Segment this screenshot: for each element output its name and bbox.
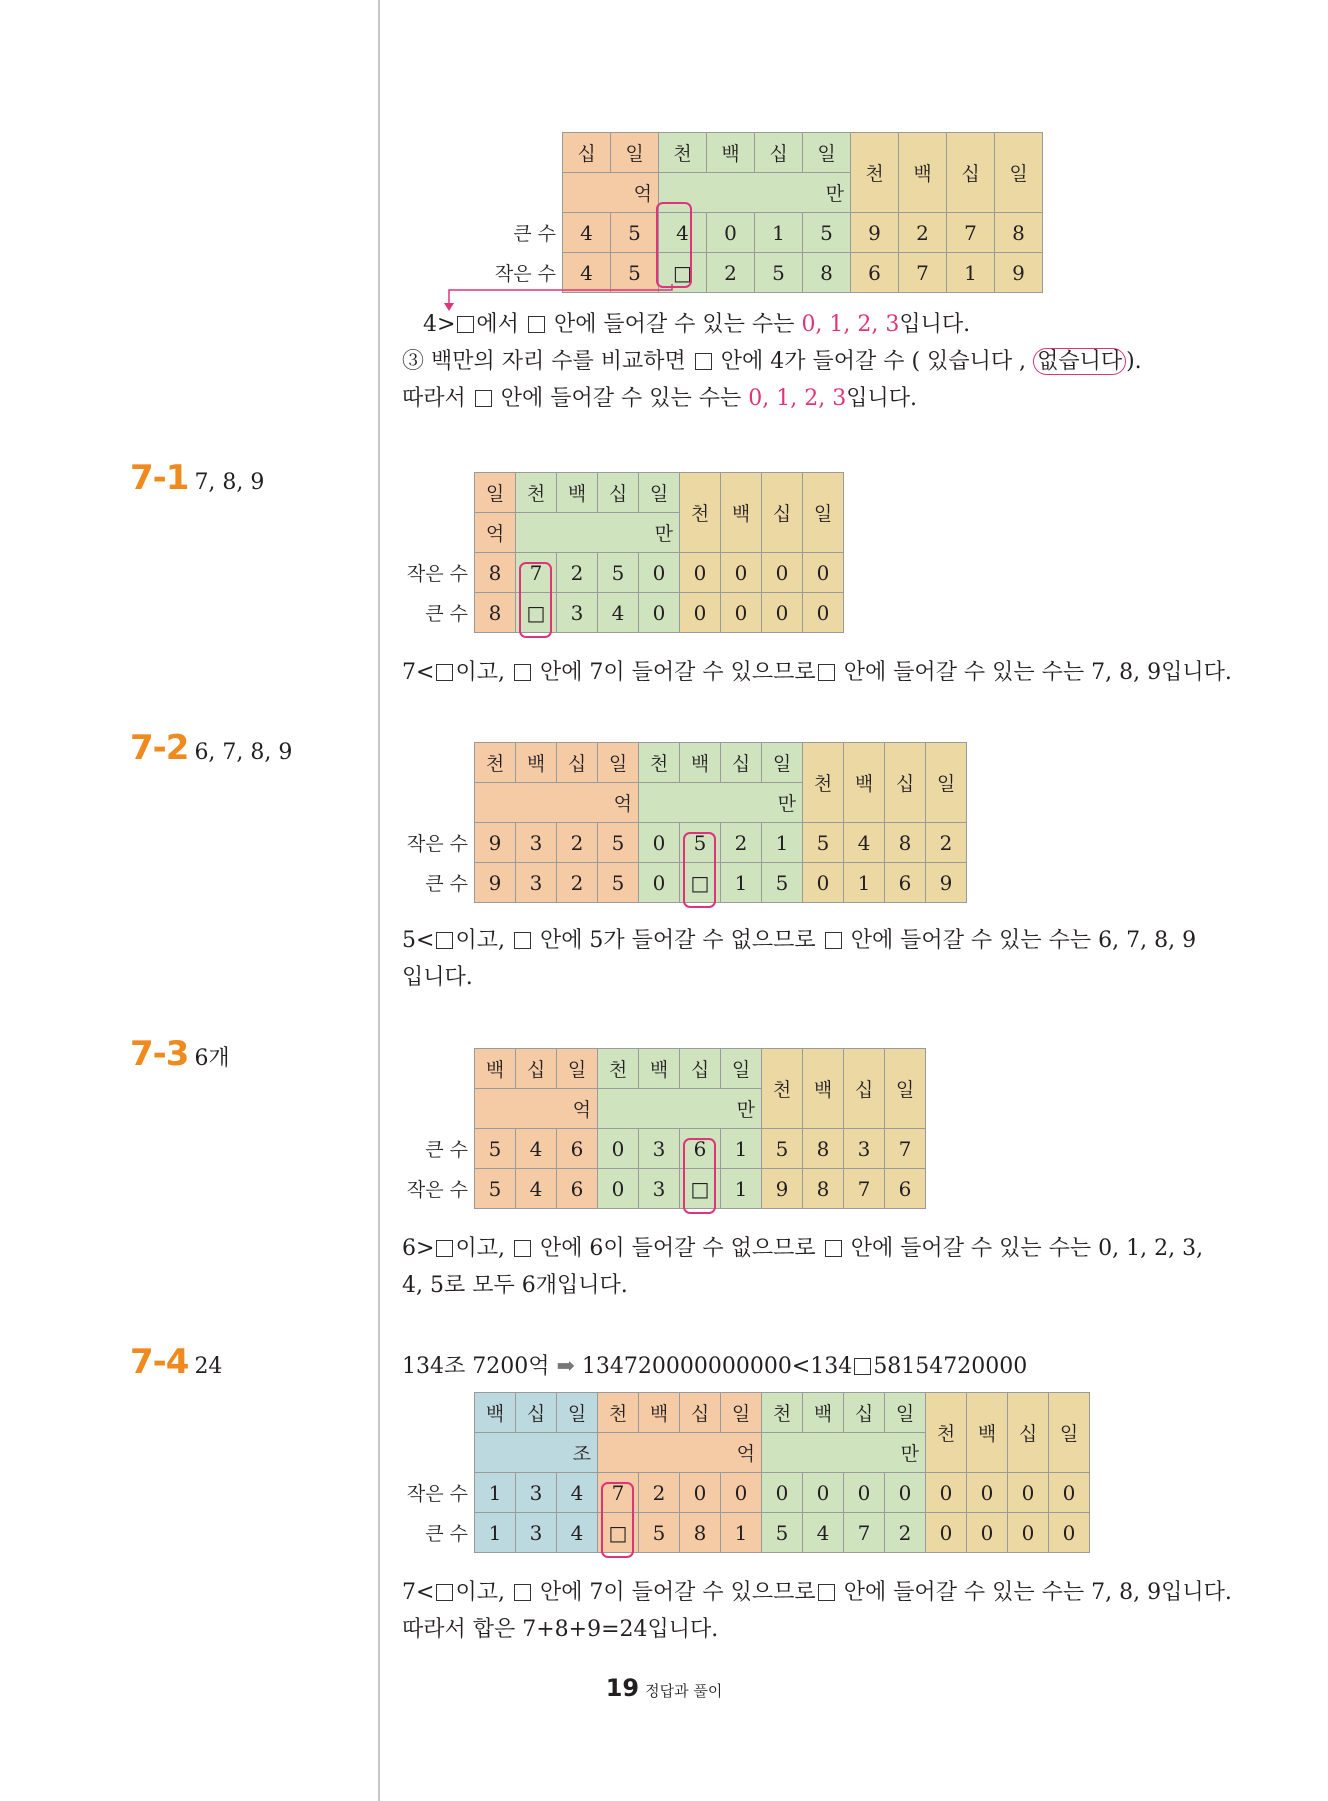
digit-highlight (656, 202, 692, 288)
table-row: 작은 수 8 7 2 5 0 0 0 0 0 (384, 553, 844, 593)
blank-box-icon (436, 664, 453, 681)
blank-box-icon (528, 316, 545, 333)
table-row: 큰 수 1 3 4 □ 5 8 1 5 4 7 2 0 0 0 0 (384, 1513, 1090, 1553)
blank-box-icon (514, 664, 531, 681)
blank-box-icon (514, 1240, 531, 1257)
blank-box-icon (818, 664, 835, 681)
problem-7-4-label: 7-4 24 (130, 1342, 223, 1382)
right-arrow-icon: ➡ (556, 1354, 575, 1379)
blank-box-icon (695, 353, 712, 370)
table-row: 작은 수 1 3 4 7 2 0 0 0 0 0 0 0 0 0 0 (384, 1473, 1090, 1513)
problem-7-4-equation: 134조 7200억 ➡ 134720000000000<134 58154720000 (402, 1354, 1028, 1379)
table-row: 작은 수 4 5 □ 2 5 8 6 7 1 9 (472, 253, 1043, 293)
blank-box-icon (436, 932, 453, 949)
problem-7-3-label: 7-3 6개 (130, 1034, 230, 1074)
table-row: 작은 수 5 4 6 0 3 □ 1 9 8 7 6 (384, 1169, 926, 1209)
intro-line-2: ③ 백만의 자리 수를 비교하면 안에 4가 들어갈 수 ( 있습니다 , 없습니다 ). (402, 349, 1142, 374)
problem-7-4-table: 백 십 일 천 백 십 일 천 백 십 일 천 백 십 일 조 억 만 작은 수 1 3 4 7 2 0 0 0 0 0 0 0 0 0 0 큰 수 1 3 4 □ 5 8 1 5 4 7 2 0 0 0 0 (384, 1392, 1090, 1553)
intro-line-1: 4> 에서 안에 들어갈 수 있는 수는 0, 1, 2, 3입니다. (422, 312, 971, 337)
problem-7-1-label: 7-1 7, 8, 9 (130, 458, 265, 498)
problem-7-2-text: 5< 이고, 안에 5가 들어갈 수 없으므로 안에 들어갈 수 있는 수는 6, 7, 8, 9 입니다. (402, 928, 1197, 990)
circled-answer: 없습니다 (1033, 348, 1126, 375)
blank-box-icon (825, 932, 842, 949)
digit-highlight (683, 832, 716, 908)
footer-title: 정답과 풀이 (645, 1682, 723, 1700)
digit-highlight (683, 1138, 716, 1214)
blank-box-icon (475, 390, 492, 407)
intro-place-value-table: 십 일 천 백 십 일 천 백 십 일 억 만 큰 수 4 5 4 0 1 5 9 2 7 8 작은 수 4 5 □ 2 5 8 6 7 1 9 (472, 132, 1043, 293)
problem-7-3-text: 6> 이고, 안에 6이 들어갈 수 없으므로 안에 들어갈 수 있는 수는 0, 1, 2, 3, 4, 5로 모두 6개입니다. (402, 1236, 1204, 1298)
page-number: 19 (605, 1674, 640, 1702)
problem-7-1-text: 7< 이고, 안에 7이 들어갈 수 있으므로 안에 들어갈 수 있는 수는 7, 8, 9입니다. (402, 660, 1232, 685)
problem-7-4-text: 7< 이고, 안에 7이 들어갈 수 있으므로 안에 들어갈 수 있는 수는 7, 8, 9입니다. 따라서 합은 7+8+9=24입니다. (402, 1580, 1232, 1642)
blank-box-icon (514, 1584, 531, 1601)
problem-7-2-label: 7-2 6, 7, 8, 9 (130, 728, 293, 768)
column-divider (378, 0, 380, 1801)
blank-box-icon (854, 1358, 871, 1375)
table-row: 작은 수 9 3 2 5 0 5 2 1 5 4 8 2 (384, 823, 967, 863)
blank-box-icon (457, 316, 474, 333)
blank-box-icon (436, 1240, 453, 1257)
problem-7-3-table: 백 십 일 천 백 십 일 천 백 십 일 억 만 큰 수 5 4 6 0 3 6 1 5 8 3 7 작은 수 5 4 6 0 3 □ 1 9 8 7 6 (384, 1048, 926, 1209)
table-row: 큰 수 5 4 6 0 3 6 1 5 8 3 7 (384, 1129, 926, 1169)
intro-text (402, 306, 1142, 417)
blank-box-icon (825, 1240, 842, 1257)
blank-box-icon (436, 1584, 453, 1601)
table-row: 큰 수 4 5 4 0 1 5 9 2 7 8 (472, 213, 1043, 253)
table-row: 큰 수 8 □ 3 4 0 0 0 0 0 (384, 593, 844, 633)
digit-highlight (519, 562, 552, 638)
intro-line-3: 따라서 안에 들어갈 수 있는 수는 0, 1, 2, 3입니다. (402, 386, 917, 411)
problem-7-1-table: 일 천 백 십 일 천 백 십 일 억 만 작은 수 8 7 2 5 0 0 0 0 0 큰 수 8 □ 3 4 0 0 0 0 0 (384, 472, 844, 633)
page-footer (0, 1674, 1328, 1702)
digit-highlight (601, 1482, 634, 1558)
blank-box-icon (514, 932, 531, 949)
blank-box-icon (818, 1584, 835, 1601)
table-row: 큰 수 9 3 2 5 0 □ 1 5 0 1 6 9 (384, 863, 967, 903)
problem-7-2-table: 천 백 십 일 천 백 십 일 천 백 십 일 억 만 작은 수 9 3 2 5 0 5 2 1 5 4 8 2 큰 수 9 3 2 5 0 □ 1 5 0 1 6 9 (384, 742, 967, 903)
